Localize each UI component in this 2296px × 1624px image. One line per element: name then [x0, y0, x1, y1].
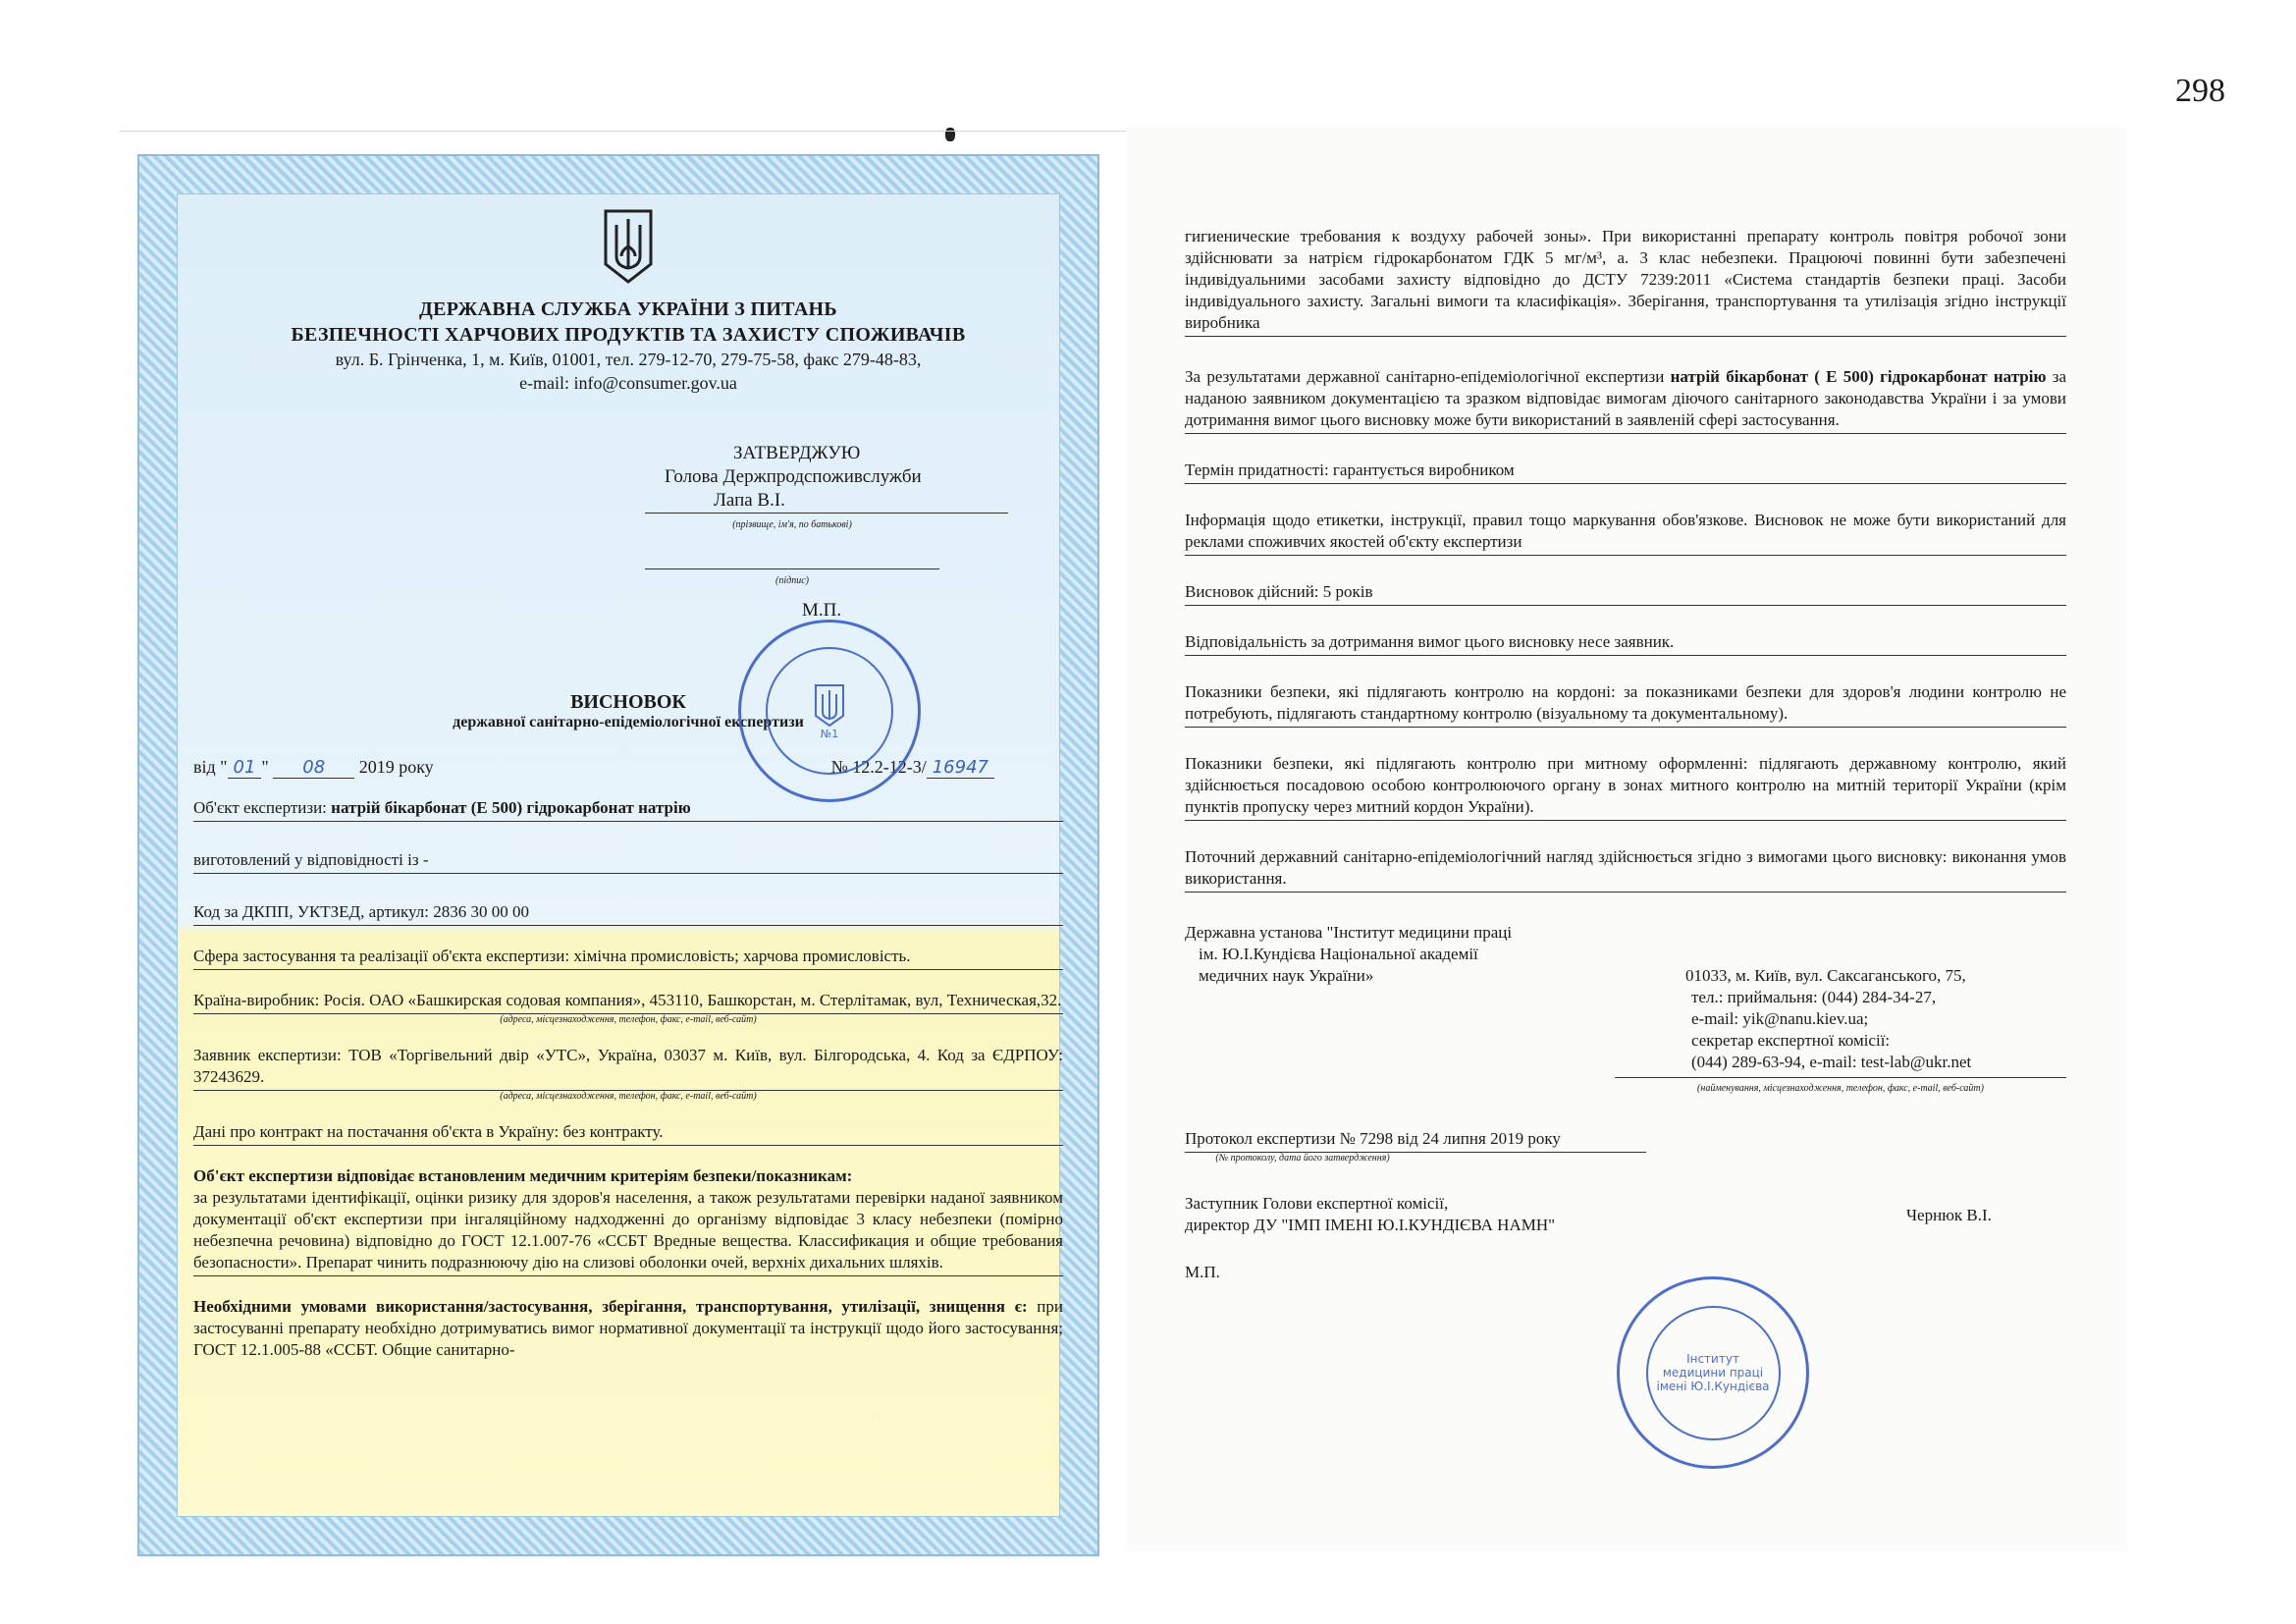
date-month: 08: [273, 757, 354, 779]
manufactured-per: виготовлений у відповідності із -: [193, 849, 1063, 874]
country-caption: (адреса, місцезнаходження, телефон, факс, e-mail, веб-сайт): [500, 1014, 757, 1025]
inst-addr3: e-mail: yik@nanu.kiev.ua;: [1691, 1009, 1869, 1028]
country-manufacturer: Країна-виробник: Росія. ОАО «Башкирская содовая компания», 453110, Башкорстан, м. Стерлітамак, вул, Техническая,32.: [193, 990, 1063, 1014]
deputy-name: Чернюк В.І.: [1906, 1206, 1992, 1224]
seal-place-mp: М.П.: [802, 600, 842, 621]
protocol-caption: (№ протоколу, дата його затвердження): [1215, 1153, 1390, 1164]
approval-block: [665, 442, 1063, 623]
object-label: Об'єкт експертизи:: [193, 798, 332, 817]
institution-line2: ім. Ю.І.Кундієва Національної академії: [1199, 945, 1478, 963]
number-value: 16947: [927, 757, 994, 779]
left-page-content: [193, 207, 1063, 1361]
stamp-line3: імені Ю.І.Кундієва: [1656, 1380, 1770, 1393]
issue-date: [193, 757, 434, 778]
approve-title: ЗАТВЕРДЖУЮ: [733, 443, 861, 463]
hygiene-requirements: гигиенические требования к воздуху рабочей зоны». При використанні препарату контроль повітря робочої зони здійснювати за натрієм гідрокарбонатом ГДК 5 мг/м³, а. 3 клас небезпеки. Працюючі повинні бути забезпечені індивідуальними засобами захисту відповідно до ДСТУ 7239:2011 «Система стандартів безпеки праці. Засоби індивідуального захисту. Загальні вимоги та класифікація». Зберігання, транспортування та утилізація згідно інструкції виробника: [1185, 226, 2066, 337]
institution-block: [1185, 922, 2066, 1099]
usage-conditions-text: при застосуванні препарату необхідно дотримуватись вимог нормативної документації та інструкції щодо його застосування; ГОСТ 12.1.005-88 «ССБТ. Общие санитарно-: [193, 1297, 1063, 1359]
trident-emblem-icon: [602, 207, 655, 286]
validity-period: Висновок дійсний: 5 років: [1185, 581, 2066, 606]
agency-name-line2: БЕЗПЕЧНОСТІ ХАРЧОВИХ ПРОДУКТІВ ТА ЗАХИСТУ СПОЖИВАЧІВ: [291, 324, 966, 346]
safety-criteria-title: Об'єкт експертизи відповідає встановленим медичним критеріям безпеки/показникам:: [193, 1166, 853, 1185]
shelf-life: Термін придатності: гарантується виробником: [1185, 460, 2066, 484]
conclusion-text-a: За результатами державної санітарно-епідеміологічної експертизи: [1185, 367, 1671, 386]
object-of-expertise: [193, 797, 1063, 822]
date-day: 01: [228, 757, 262, 779]
safety-criteria-text: за результатами ідентифікації, оцінки ризику для здоров'я населення, а також результатами перевірки наданої заявником документації об'єкт експертизи при інгаляційному надходженні до організму відповідає 3 класу небезпеки (помірно небезпечна речовина) відповідно до ГОСТ 12.1.007-76 «ССБТ Вредные вещества. Классификация и общие требования безопасности». Препарат чинить подразнюючу дію на слизові оболонки очей, верхніх дихальних шляхів.: [193, 1188, 1063, 1272]
right-mp: М.П.: [1185, 1263, 1220, 1281]
usage-conditions: [193, 1296, 1063, 1361]
applicant: Заявник експертизи: ТОВ «Торгівельний двір «УТС», Україна, 03037 м. Київ, вул. Білгородська, 4. Код за ЄДРПОУ: 37243629.: [193, 1045, 1063, 1091]
border-control: Показники безпеки, які підлягають контролю на кордоні: за показниками безпеки для здоров'я людини контролю не потребують, підлягають стандартному контролю (візуальному та документальному).: [1185, 681, 2066, 728]
document-subtitle: державної санітарно-епідеміологічної експертизи: [453, 714, 804, 731]
stamp-line2: медицини праці: [1662, 1366, 1764, 1380]
number-prefix: № 12.2-12-3/: [830, 757, 927, 777]
signatory-block: [1185, 1193, 2066, 1283]
document-title: ВИСНОВОК: [570, 691, 686, 713]
object-value: натрій бікарбонат (Е 500) гідрокарбонат натрію: [331, 798, 691, 817]
expertise-conclusion: [1185, 366, 2066, 434]
signature-line: [645, 547, 939, 569]
agency-email: e-mail: info@consumer.gov.ua: [519, 373, 737, 393]
application-sphere: Сфера застосування та реалізації об'єкта експертизи: хімічна промисловість; харчова промисловість.: [193, 946, 1063, 970]
responsibility: Відповідальність за дотримання вимог цього висновку несе заявник.: [1185, 631, 2066, 656]
inst-addr1: 01033, м. Київ, вул. Саксаганського, 75,: [1685, 966, 1966, 985]
institution-line1: Державна установа "Інститут медицини праці: [1185, 923, 1513, 942]
certificate-left-page: [137, 154, 1099, 1556]
date-prefix: від ": [193, 757, 228, 777]
inst-addr5: (044) 289-63-94, e-mail: test-lab@ukr.net: [1691, 1053, 1972, 1071]
conclusion-text-b: за наданою заявником документацією та зразком відповідає вимогам діючого санітарного законодавства України і за умови дотримання вимог цього висновку може бути використаний в заявленій сфері застосування.: [1185, 367, 2066, 429]
institution-caption: (найменування, місцезнаходження, телефон, факс, e-mail, веб-сайт): [1615, 1077, 2066, 1100]
supervision: Поточний державний санітарно-епідеміологічний нагляд здійснюється згідно з вимогами цього висновку: виконання умов використання.: [1185, 846, 2066, 893]
label-info: Інформація щодо етикетки, інструкції, правил тощо маркування обов'язкове. Висновок не може бути використаний для реклами споживчих якостей об'єкту експертизи: [1185, 510, 2066, 556]
trident-stamp-icon: [813, 682, 846, 728]
agency-address: вул. Б. Грінченка, 1, м. Київ, 01001, тел. 279-12-70, 279-75-58, факс 279-48-83,: [335, 350, 922, 369]
applicant-caption: (адреса, місцезнаходження, телефон, факс, e-mail, веб-сайт): [500, 1091, 757, 1102]
official-round-stamp: [738, 620, 921, 802]
date-number-row: [193, 757, 1063, 778]
conclusion-product: натрій бікарбонат ( Е 500) гідрокарбонат натрію: [1670, 367, 2047, 386]
institution-line3: медичних наук України»: [1199, 966, 1374, 985]
agency-name-line1: ДЕРЖАВНА СЛУЖБА УКРАЇНИ З ПИТАНЬ: [419, 298, 837, 320]
protocol-info: Протокол експертизи № 7298 від 24 липня 2019 року: [1185, 1128, 1646, 1153]
date-year: 2019 року: [358, 757, 434, 777]
right-page-content: [1185, 226, 2066, 1393]
contract-info: Дані про контракт на постачання об'єкта в Україну: без контракту.: [193, 1121, 1063, 1146]
institution-address: [1685, 965, 1971, 1073]
customs-control: Показники безпеки, які підлягають контролю при митному оформленні: підлягають державному контролю, який здійснюється посадовою особою контролюючого органу в зонах митного контролю на митній території України (крім пунктів пропуску через митний кордон України).: [1185, 753, 2066, 821]
approve-name-caption: (прізвище, ім'я, по батькові): [732, 519, 852, 530]
stamp-line1: Інститут: [1686, 1352, 1739, 1366]
inst-addr4: секретар експертної комісії:: [1691, 1031, 1891, 1050]
page-number: 298: [2175, 73, 2225, 109]
approve-name: Лапа В.І.: [645, 489, 1008, 514]
date-mid: ": [261, 757, 269, 777]
institute-round-stamp: [1617, 1276, 1809, 1469]
deputy-line2: директор ДУ "ІМП ІМЕНІ Ю.І.КУНДІЄВА НАМН": [1185, 1216, 1556, 1234]
usage-conditions-title: Необхідними умовами використання/застосування, зберігання, транспортування, утилізації, знищення є:: [193, 1297, 1028, 1316]
product-code: Код за ДКПП, УКТЗЕД, артикул: 2836 30 00 00: [193, 901, 1063, 926]
approve-position: Голова Держпродспоживслужби: [665, 466, 922, 487]
deputy-line1: Заступник Голови експертної комісії,: [1185, 1194, 1449, 1213]
certificate-right-page: [1126, 128, 2127, 1551]
safety-criteria: [193, 1165, 1063, 1276]
stamp-number: №1: [820, 727, 839, 740]
inst-addr2: тел.: приймальня: (044) 284-34-27,: [1691, 988, 1937, 1006]
signature-caption: (підпис): [775, 575, 809, 586]
